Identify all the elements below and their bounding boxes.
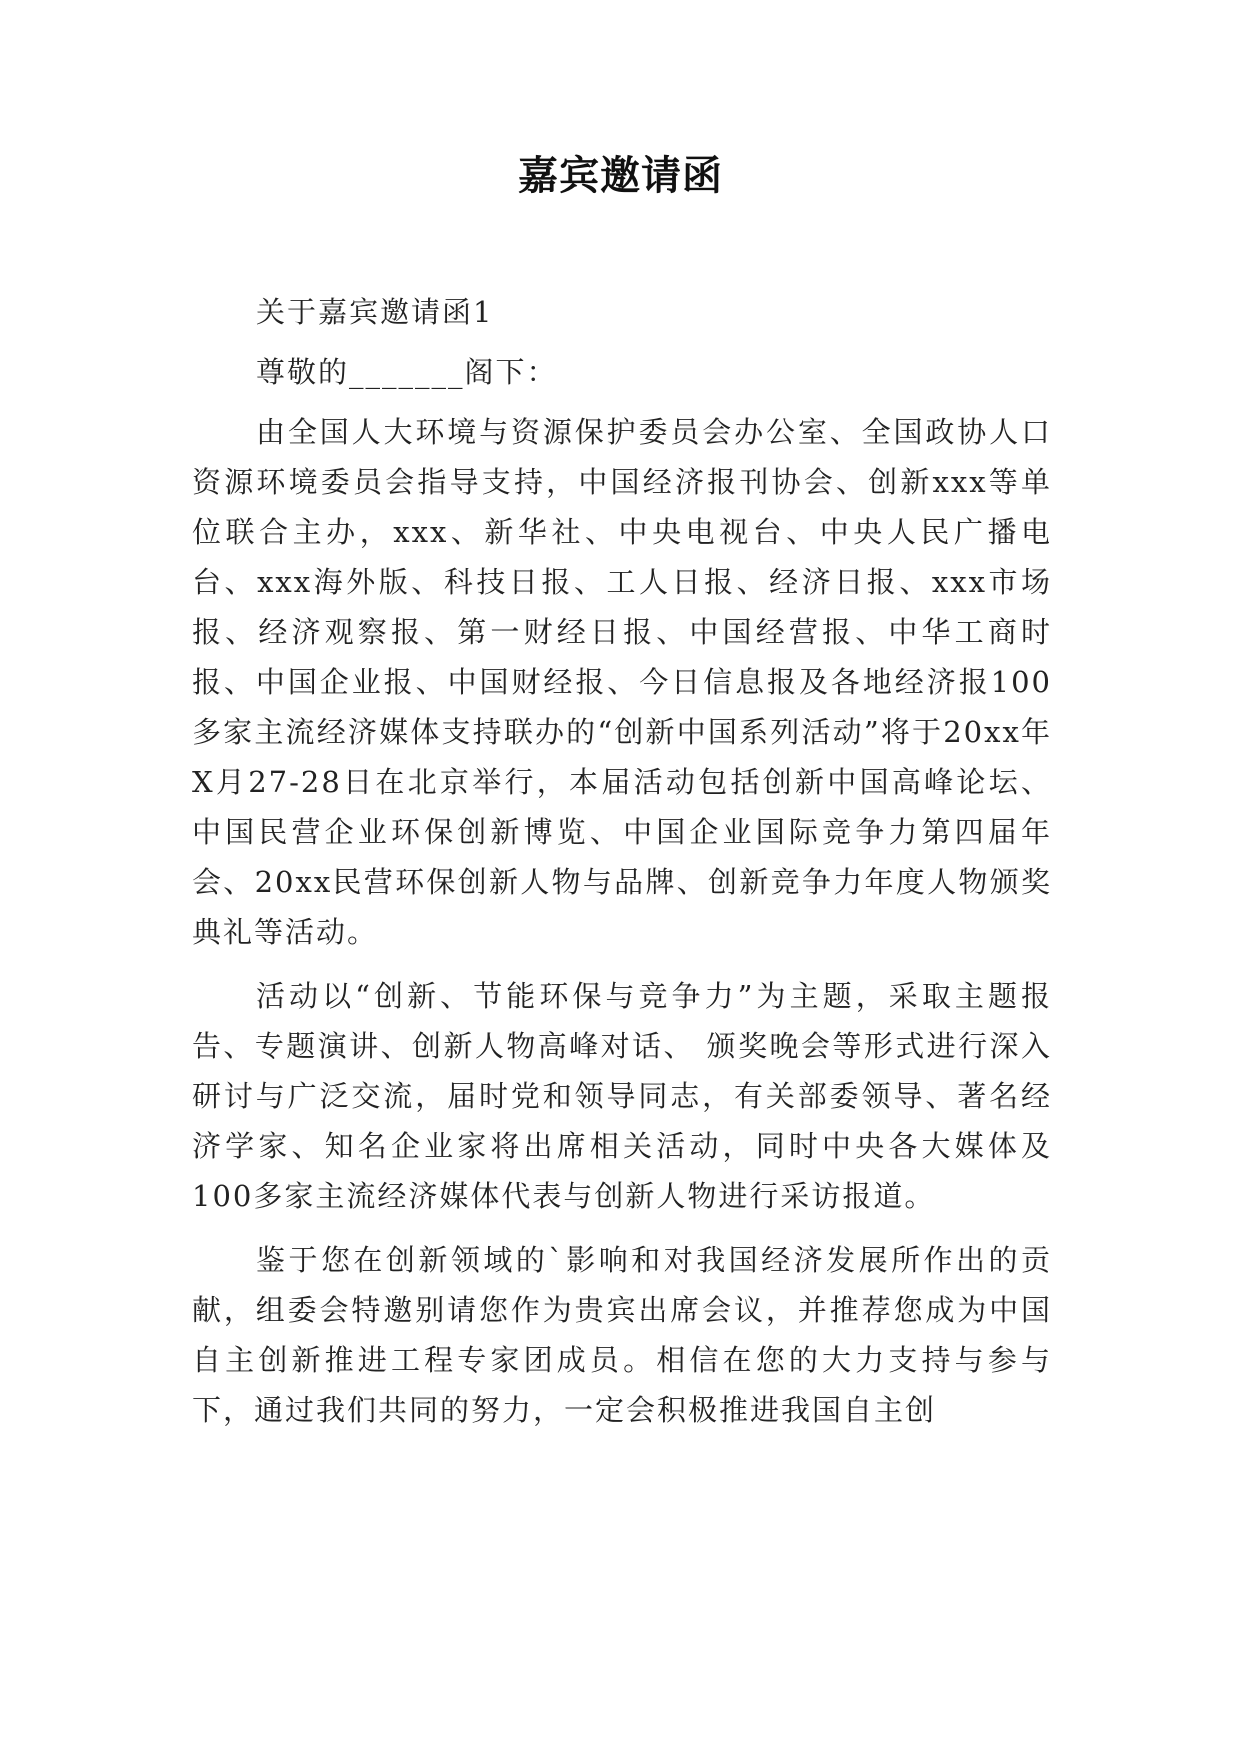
paragraph-3: 鉴于您在创新领域的`影响和对我国经济发展所作出的贡献，组委会特邀别请您作为贵宾出席会议，并推荐您成为中国自主创新推进工程专家团成员。相信在您的大力支持与参与下，通过我们共同的努力，一定会积极推进我国自主创 — [192, 1243, 1052, 1427]
paragraph-1: 由全国人大环境与资源保护委员会办公室、全国政协人口资源环境委员会指导支持，中国经济报刊协会、创新xxx等单位联合主办，xxx、新华社、中央电视台、中央人民广播电台、xxx海外版、科技日报、工人日报、经济日报、xxx市场报、经济观察报、第一财经日报、中国经营报、中华工商时报、中国企业报、中国财经报、今日信息报及各地经济报100多家主流经济媒体支持联办的“创新中国系列活动”将于20xx年X月27-28日在北京举行，本届活动包括创新中国高峰论坛、中国民营企业环保创新博览、中国企业国际竞争力第四届年会、20xx民营环保创新人物与品牌、创新竞争力年度人物颁奖典礼等活动。 — [192, 415, 1052, 949]
paragraph-2: 活动以“创新、节能环保与竞争力”为主题，采取主题报告、专题演讲、创新人物高峰对话、 颁奖晚会等形式进行深入研讨与广泛交流，届时党和领导同志，有关部委领导、著名经济学家、知名企业家将出席相关活动，同时中央各大媒体及100多家主流经济媒体代表与创新人物进行采访报道。 — [192, 979, 1052, 1213]
document-body — [192, 287, 1052, 1449]
salutation: 尊敬的_______阁下： — [256, 355, 558, 389]
document-title: 嘉宾邀请函 — [518, 153, 723, 199]
document-subtitle: 关于嘉宾邀请函1 — [256, 295, 494, 329]
